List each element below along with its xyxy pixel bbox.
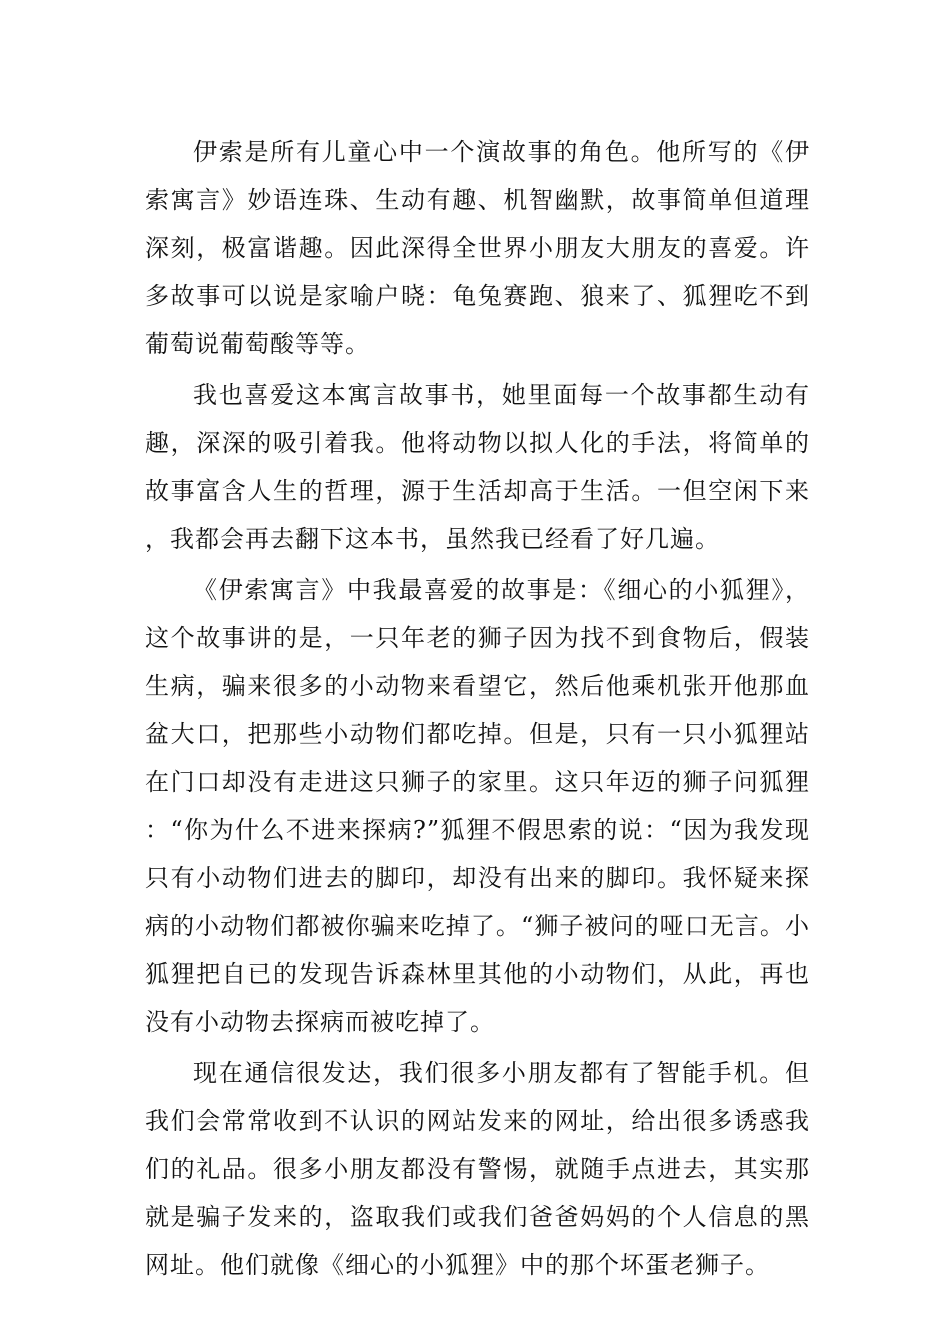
- paragraph-aesop-intro: 伊索是所有儿童心中一个演故事的角色。他所写的《伊索寓言》妙语连珠、生动有趣、机智幽默，故事简单但道理深刻，极富谐趣。因此深得全世界小朋友大朋友的喜爱。许多故事可以说是家喻户晓：龟兔赛跑、狼来了、狐狸吃不到葡萄说葡萄酸等等。: [145, 138, 810, 358]
- paragraph-favorite-story: 《伊索寓言》中我最喜爱的故事是：《细心的小狐狸》，这个故事讲的是，一只年老的狮子因为找不到食物后，假装生病，骗来很多的小动物来看望它，然后他乘机张开他那血盆大口，把那些小动物们都吃掉。但是，只有一只小狐狸站在门口却没有走进这只狮子的家里。这只年迈的狮子问狐狸：“你为什么不进来探病?”狐狸不假思索的说：“因为我发现只有小动物们进去的脚印，却没有出来的脚印。我怀疑来探病的小动物们都被你骗来吃掉了。“狮子被问的哑口无言。小狐狸把自已的发现告诉森林里其他的小动物们，从此，再也没有小动物去探病而被吃掉了。: [145, 576, 810, 1036]
- paragraph-modern-lesson: 现在通信很发达，我们很多小朋友都有了智能手机。但我们会常常收到不认识的网站发来的网址，给出很多诱惑我们的礼品。很多小朋友都没有警惕，就随手点进去，其实那就是骗子发来的，盗取我们或我们爸爸妈妈的个人信息的黑网址。他们就像《细心的小狐狸》中的那个坏蛋老狮子。: [145, 1059, 810, 1279]
- document-page: [145, 128, 810, 1289]
- paragraph-love-of-book: 我也喜爱这本寓言故事书，她里面每一个故事都生动有趣，深深的吸引着我。他将动物以拟人化的手法，将简单的故事富含人生的哲理，源于生活却高于生活。一但空闲下来，我都会再去翻下这本书，虽然我已经看了好几遍。: [145, 381, 810, 553]
